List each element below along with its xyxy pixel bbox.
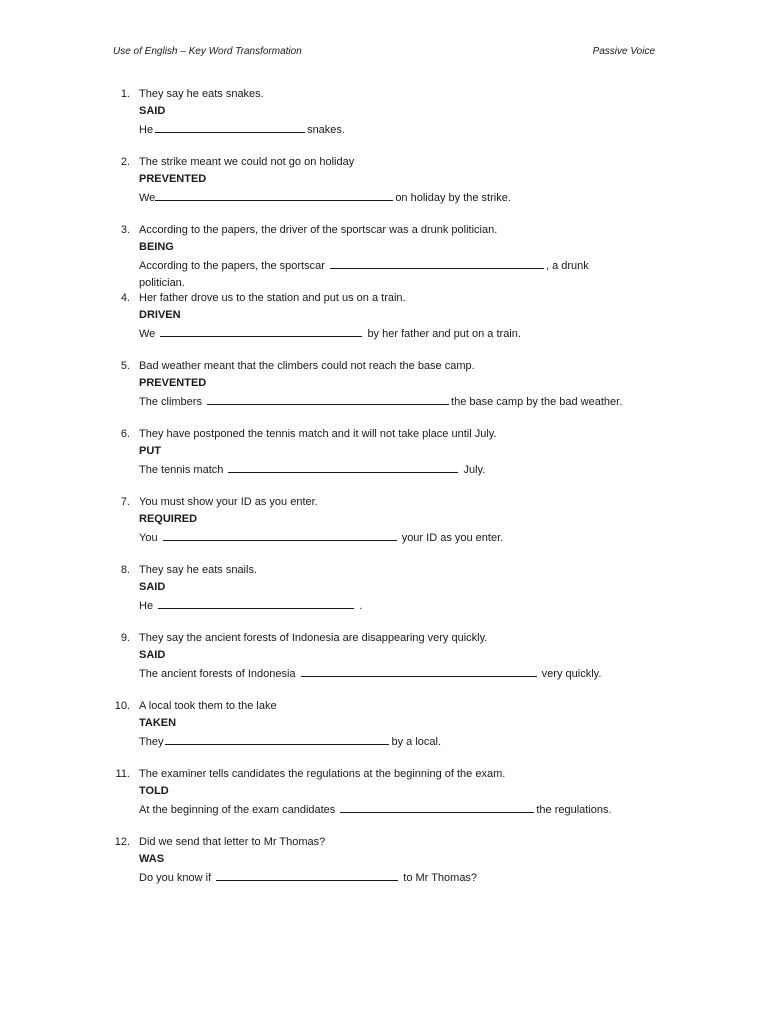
answer-blank[interactable]	[228, 460, 458, 473]
answer-blank[interactable]	[301, 664, 537, 677]
exercise-item	[0, 630, 768, 698]
prompt-end: .	[359, 600, 363, 612]
key-word: PUT	[139, 445, 161, 457]
key-word: REQUIRED	[139, 513, 198, 525]
original-sentence: According to the papers, the driver of the sportscar was a drunk politician.	[139, 224, 498, 236]
prompt-end: on holiday by the strike.	[395, 192, 511, 204]
transformation-line	[139, 392, 659, 411]
item-number: 2.	[120, 156, 130, 168]
answer-blank[interactable]	[340, 800, 534, 813]
original-sentence: A local took them to the lake	[139, 700, 277, 712]
original-sentence: They say he eats snails.	[139, 564, 258, 576]
answer-blank[interactable]	[207, 392, 449, 405]
transformation-line	[139, 800, 659, 819]
transformation-line	[139, 528, 659, 547]
prompt-end: your ID as you enter.	[401, 532, 504, 544]
original-sentence: They say the ancient forests of Indonesia are disappearing very quickly.	[139, 632, 488, 644]
item-number: 9.	[120, 632, 130, 644]
original-sentence: Bad weather meant that the climbers could not reach the base camp.	[139, 360, 475, 372]
transformation-line	[139, 460, 659, 479]
transformation-line	[139, 596, 659, 615]
prompt-end: to Mr Thomas?	[403, 872, 478, 884]
prompt-start: You	[139, 532, 158, 544]
key-word: PREVENTED	[139, 377, 207, 389]
prompt-start: The climbers	[139, 396, 202, 408]
item-number: 4.	[120, 292, 130, 304]
exercise-item	[0, 426, 768, 494]
item-number: 12.	[114, 836, 130, 848]
item-number: 7.	[120, 496, 130, 508]
key-word: PREVENTED	[139, 173, 207, 185]
original-sentence: They have postponed the tennis match and it will not take place until July.	[139, 428, 497, 440]
original-sentence: The examiner tells candidates the regulations at the beginning of the exam.	[139, 768, 506, 780]
key-word: TAKEN	[139, 717, 177, 729]
prompt-end: by her father and put on a train.	[367, 328, 521, 340]
prompt-start: He	[139, 124, 154, 136]
key-word: DRIVEN	[139, 309, 181, 321]
item-number: 6.	[120, 428, 130, 440]
item-number: 10.	[114, 700, 130, 712]
exercise-item	[0, 562, 768, 630]
original-sentence: They say he eats snakes.	[139, 88, 264, 100]
prompt-start: At the beginning of the exam candidates	[139, 804, 336, 816]
prompt-end: , a drunk	[545, 260, 589, 272]
item-number: 1.	[120, 88, 130, 100]
exercise-item	[0, 154, 768, 222]
exercise-item	[0, 222, 768, 290]
answer-blank[interactable]	[160, 324, 362, 337]
answer-blank[interactable]	[330, 256, 544, 269]
exercise-item	[0, 358, 768, 426]
answer-blank[interactable]	[155, 120, 305, 133]
prompt-end: snakes.	[307, 124, 345, 136]
original-sentence: Did we send that letter to Mr Thomas?	[139, 836, 326, 848]
transformation-line	[139, 256, 659, 275]
prompt-start: According to the papers, the sportscar	[139, 260, 325, 272]
exercise-item	[0, 290, 768, 358]
transformation-line	[139, 732, 659, 751]
transformation-line	[139, 188, 659, 207]
prompt-start: Do you know if	[139, 872, 212, 884]
prompt-start: The tennis match	[139, 464, 224, 476]
item-number: 11.	[115, 768, 130, 780]
original-sentence: The strike meant we could not go on holiday	[139, 156, 355, 168]
item-number: 8.	[120, 564, 130, 576]
answer-blank[interactable]	[155, 188, 393, 201]
prompt-end: July.	[463, 464, 486, 476]
prompt-start: He	[139, 600, 154, 612]
key-word: BEING	[139, 241, 174, 253]
transformation-line	[139, 664, 659, 683]
exercise-item	[0, 86, 768, 154]
transformation-line	[139, 868, 659, 887]
key-word: WAS	[139, 853, 165, 865]
answer-blank[interactable]	[165, 732, 389, 745]
exercise-item	[0, 766, 768, 834]
answer-blank[interactable]	[216, 868, 398, 881]
original-sentence: You must show your ID as you enter.	[139, 496, 318, 508]
key-word: SAID	[139, 581, 166, 593]
prompt-end: the base camp by the bad weather.	[451, 396, 623, 408]
transformation-line	[139, 324, 659, 343]
transformation-line-continued: politician.	[139, 277, 185, 289]
prompt-end: by a local.	[391, 736, 441, 748]
prompt-end: the regulations.	[536, 804, 612, 816]
prompt-end: very quickly.	[541, 668, 602, 680]
answer-blank[interactable]	[158, 596, 354, 609]
header-title: Use of English – Key Word Transformation	[113, 46, 302, 57]
prompt-start: We	[139, 328, 156, 340]
item-number: 5.	[120, 360, 130, 372]
exercise-item	[0, 698, 768, 766]
transformation-line	[139, 120, 659, 139]
exercise-item	[0, 834, 768, 902]
prompt-start: We	[139, 192, 156, 204]
key-word: SAID	[139, 105, 166, 117]
answer-blank[interactable]	[163, 528, 397, 541]
key-word: SAID	[139, 649, 166, 661]
exercise-item	[0, 494, 768, 562]
item-number: 3.	[120, 224, 130, 236]
prompt-start: They	[139, 736, 164, 748]
prompt-start: The ancient forests of Indonesia	[139, 668, 296, 680]
exercise-list	[0, 86, 768, 902]
key-word: TOLD	[139, 785, 169, 797]
header-topic: Passive Voice	[592, 46, 655, 57]
original-sentence: Her father drove us to the station and put us on a train.	[139, 292, 406, 304]
